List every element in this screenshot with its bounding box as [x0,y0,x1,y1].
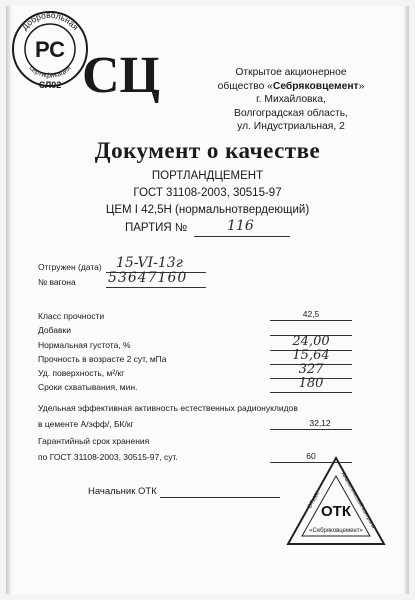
shipped-date-label: Отгружен (дата) [38,262,102,272]
company-logo-letters: СЦ [82,47,160,104]
signature-line [160,497,280,498]
radio-label-line1: Удельная эффективная активность естественных радионуклидов [38,403,298,413]
stamp-left-text: ОТиКК [306,491,322,511]
row-value: 180 [298,376,324,391]
row-label: Добавки [38,325,71,335]
product-gost: ГОСТ 31108-2003, 30515-97 [133,187,282,199]
wagon-label: № вагона [38,277,76,287]
document-title: Документ о качестве [94,138,321,163]
cert-mark-text: РС [34,37,66,62]
cert-code-text: СЛ02 [38,80,62,90]
row-value: 42,5 [302,309,320,319]
warranty-label-line1: Гарантийный срок хранения [38,436,150,446]
row-value: 24,00 [292,334,330,349]
batch-number: 116 [227,218,254,234]
row-underline [270,320,352,321]
stamp-bottom-text: «Себряковцемент» [309,528,363,534]
wagon-value: 53647160 [108,270,188,286]
batch-label: ПАРТИЯ № [125,222,188,234]
company-address [186,66,396,134]
company-city: г. Михайловка, [256,94,326,105]
batch-underline [194,236,290,237]
chief-label: Начальник ОТК [88,486,157,497]
warranty-value: 60 [306,451,316,461]
company-name-line: общество «Себряковцемент» [217,80,365,92]
row-label: Прочность в возрасте 2 сут, мПа [38,354,167,364]
stamp-right-text: Аналитический контроль [339,471,377,530]
cert-bottom-text: сертификация [27,64,73,80]
row-label: Нормальная густота, % [38,340,131,350]
wagon-underline [106,287,206,288]
row-label: Класс прочности [38,311,105,321]
row-label: Уд. поверхность, м²/кг [38,368,125,378]
shipped-date-value: 15-VI-13г [116,255,183,271]
radio-underline [270,429,352,430]
scan-edge-right [403,6,409,594]
company-street: ул. Индустриальная, 2 [237,121,345,132]
radio-value: 32,12 [309,418,331,428]
company-logo [78,42,160,104]
company-type: Открытое акционерное [235,67,347,78]
row-label: Сроки схватывания, мин. [38,382,138,392]
scan-edge-left [6,6,12,594]
warranty-label-line2: по ГОСТ 31108-2003, 30515-97, сут. [38,452,178,462]
radio-label-line2: в цементе А/эфф/, БК/кг [38,419,134,429]
row-underline [270,392,352,393]
company-name: Себряковцемент [272,80,359,92]
cert-top-text: Добровольная [19,9,81,32]
product-name: ПОРТЛАНДЦЕМЕНТ [151,170,264,182]
row-value: 15,64 [292,348,330,363]
stamp-center-text: ОТК [321,503,351,520]
company-region: Волгоградская область, [234,107,348,119]
product-grade: ЦЕМ I 42,5Н (нормальнотвердеющий) [105,204,310,216]
otk-stamp [284,454,388,548]
row-value: 327 [298,362,324,377]
